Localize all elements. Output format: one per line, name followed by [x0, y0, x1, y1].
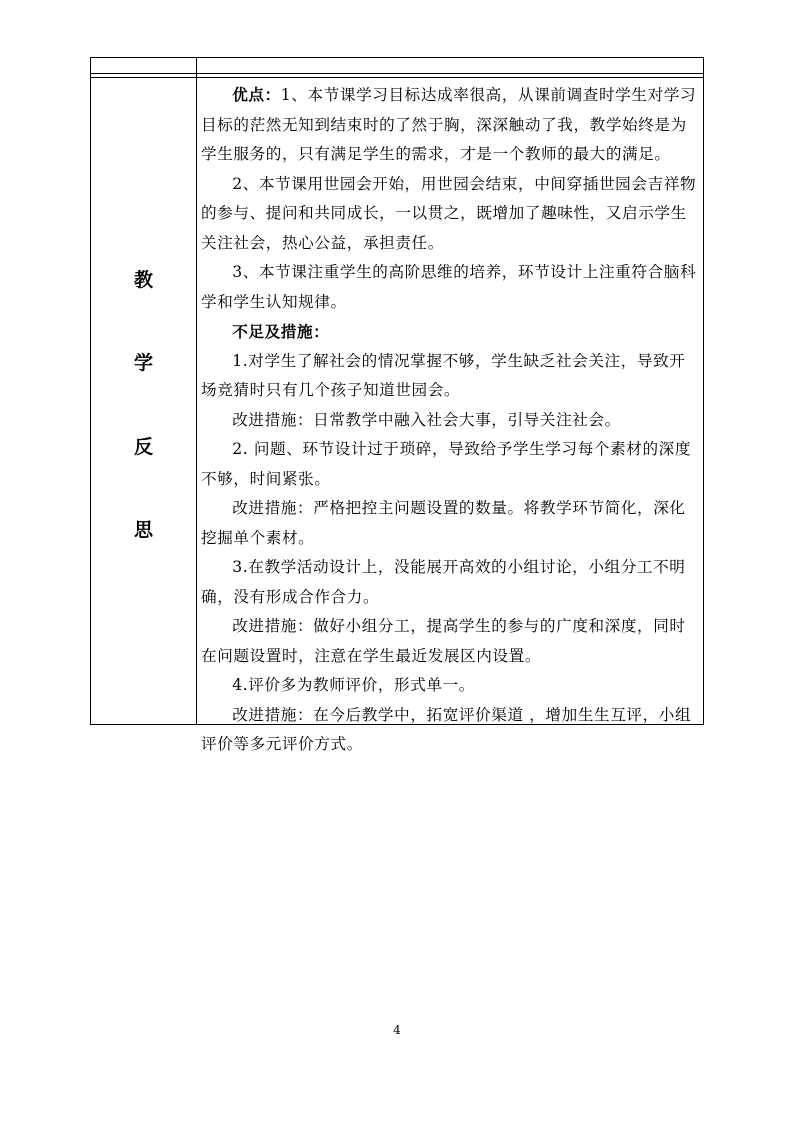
- column-divider: [196, 58, 197, 724]
- fix-1: 改进措施：日常教学中融入社会大事，引导关注社会。: [232, 410, 621, 429]
- strengths-paragraph-1: [201, 80, 699, 170]
- table-top-row: [91, 58, 703, 78]
- label-char-jiao: 教: [133, 269, 153, 291]
- fix-3: 改进措施：做好小组分工，提高学生的参与的广度和深度，同时在问题设置时，注意在学生最近发展区内设置。: [201, 617, 686, 665]
- issue-3: 3.在教学活动设计上，没能展开高效的小组讨论，小组分工不明确，没有形成合作合力。: [201, 558, 686, 606]
- label-char-fan: 反: [133, 436, 153, 458]
- issue-1: 1.对学生了解社会的情况掌握不够，学生缺乏社会关注，导致开场竞猜时只有几个孩子知道世园会。: [201, 351, 686, 399]
- strengths-paragraph-2: 2、本节课用世园会开始，用世园会结束，中间穿插世园会吉祥物的参与、提问和共同成长，一以贯之，既增加了趣味性，又启示学生关注社会，热心公益，承担责任。: [201, 174, 697, 252]
- fix-4: 改进措施：在今后教学中，拓宽评价渠道 ，增加生生互评，小组评价等多元评价方式。: [201, 705, 692, 753]
- label-column: [91, 78, 196, 724]
- issue-2: 2. 问题、环节设计过于琐碎，导致给予学生学习每个素材的深度不够，时间紧张。: [201, 440, 692, 488]
- reflection-table: [90, 57, 704, 753]
- label-char-xue: 学: [133, 352, 153, 374]
- page-number: 4: [393, 1023, 401, 1037]
- fix-2: 改进措施：严格把控主问题设置的数量。将教学环节简化，深化挖掘单个素材。: [201, 499, 686, 547]
- strengths-heading: 优点：: [232, 85, 281, 104]
- weakness-heading: 不足及措施：: [232, 322, 330, 341]
- label-char-si: 思: [133, 519, 153, 541]
- strengths-text-1: 1、本节课学习目标达成率很高，从课前调查时学生对学习目标的茫然无知到结束时的了然于胸，深深触动了我，教学始终是为学生服务的，只有满足学生的需求，才是一个教师的最大的满足。: [201, 86, 697, 163]
- reflection-content: [201, 80, 699, 760]
- issue-4: 4.评价多为教师评价，形式单一。: [232, 676, 475, 694]
- strengths-paragraph-3: 3、本节课注重学生的高阶思维的培养，环节设计上注重符合脑科学和学生认知规律。: [201, 263, 697, 311]
